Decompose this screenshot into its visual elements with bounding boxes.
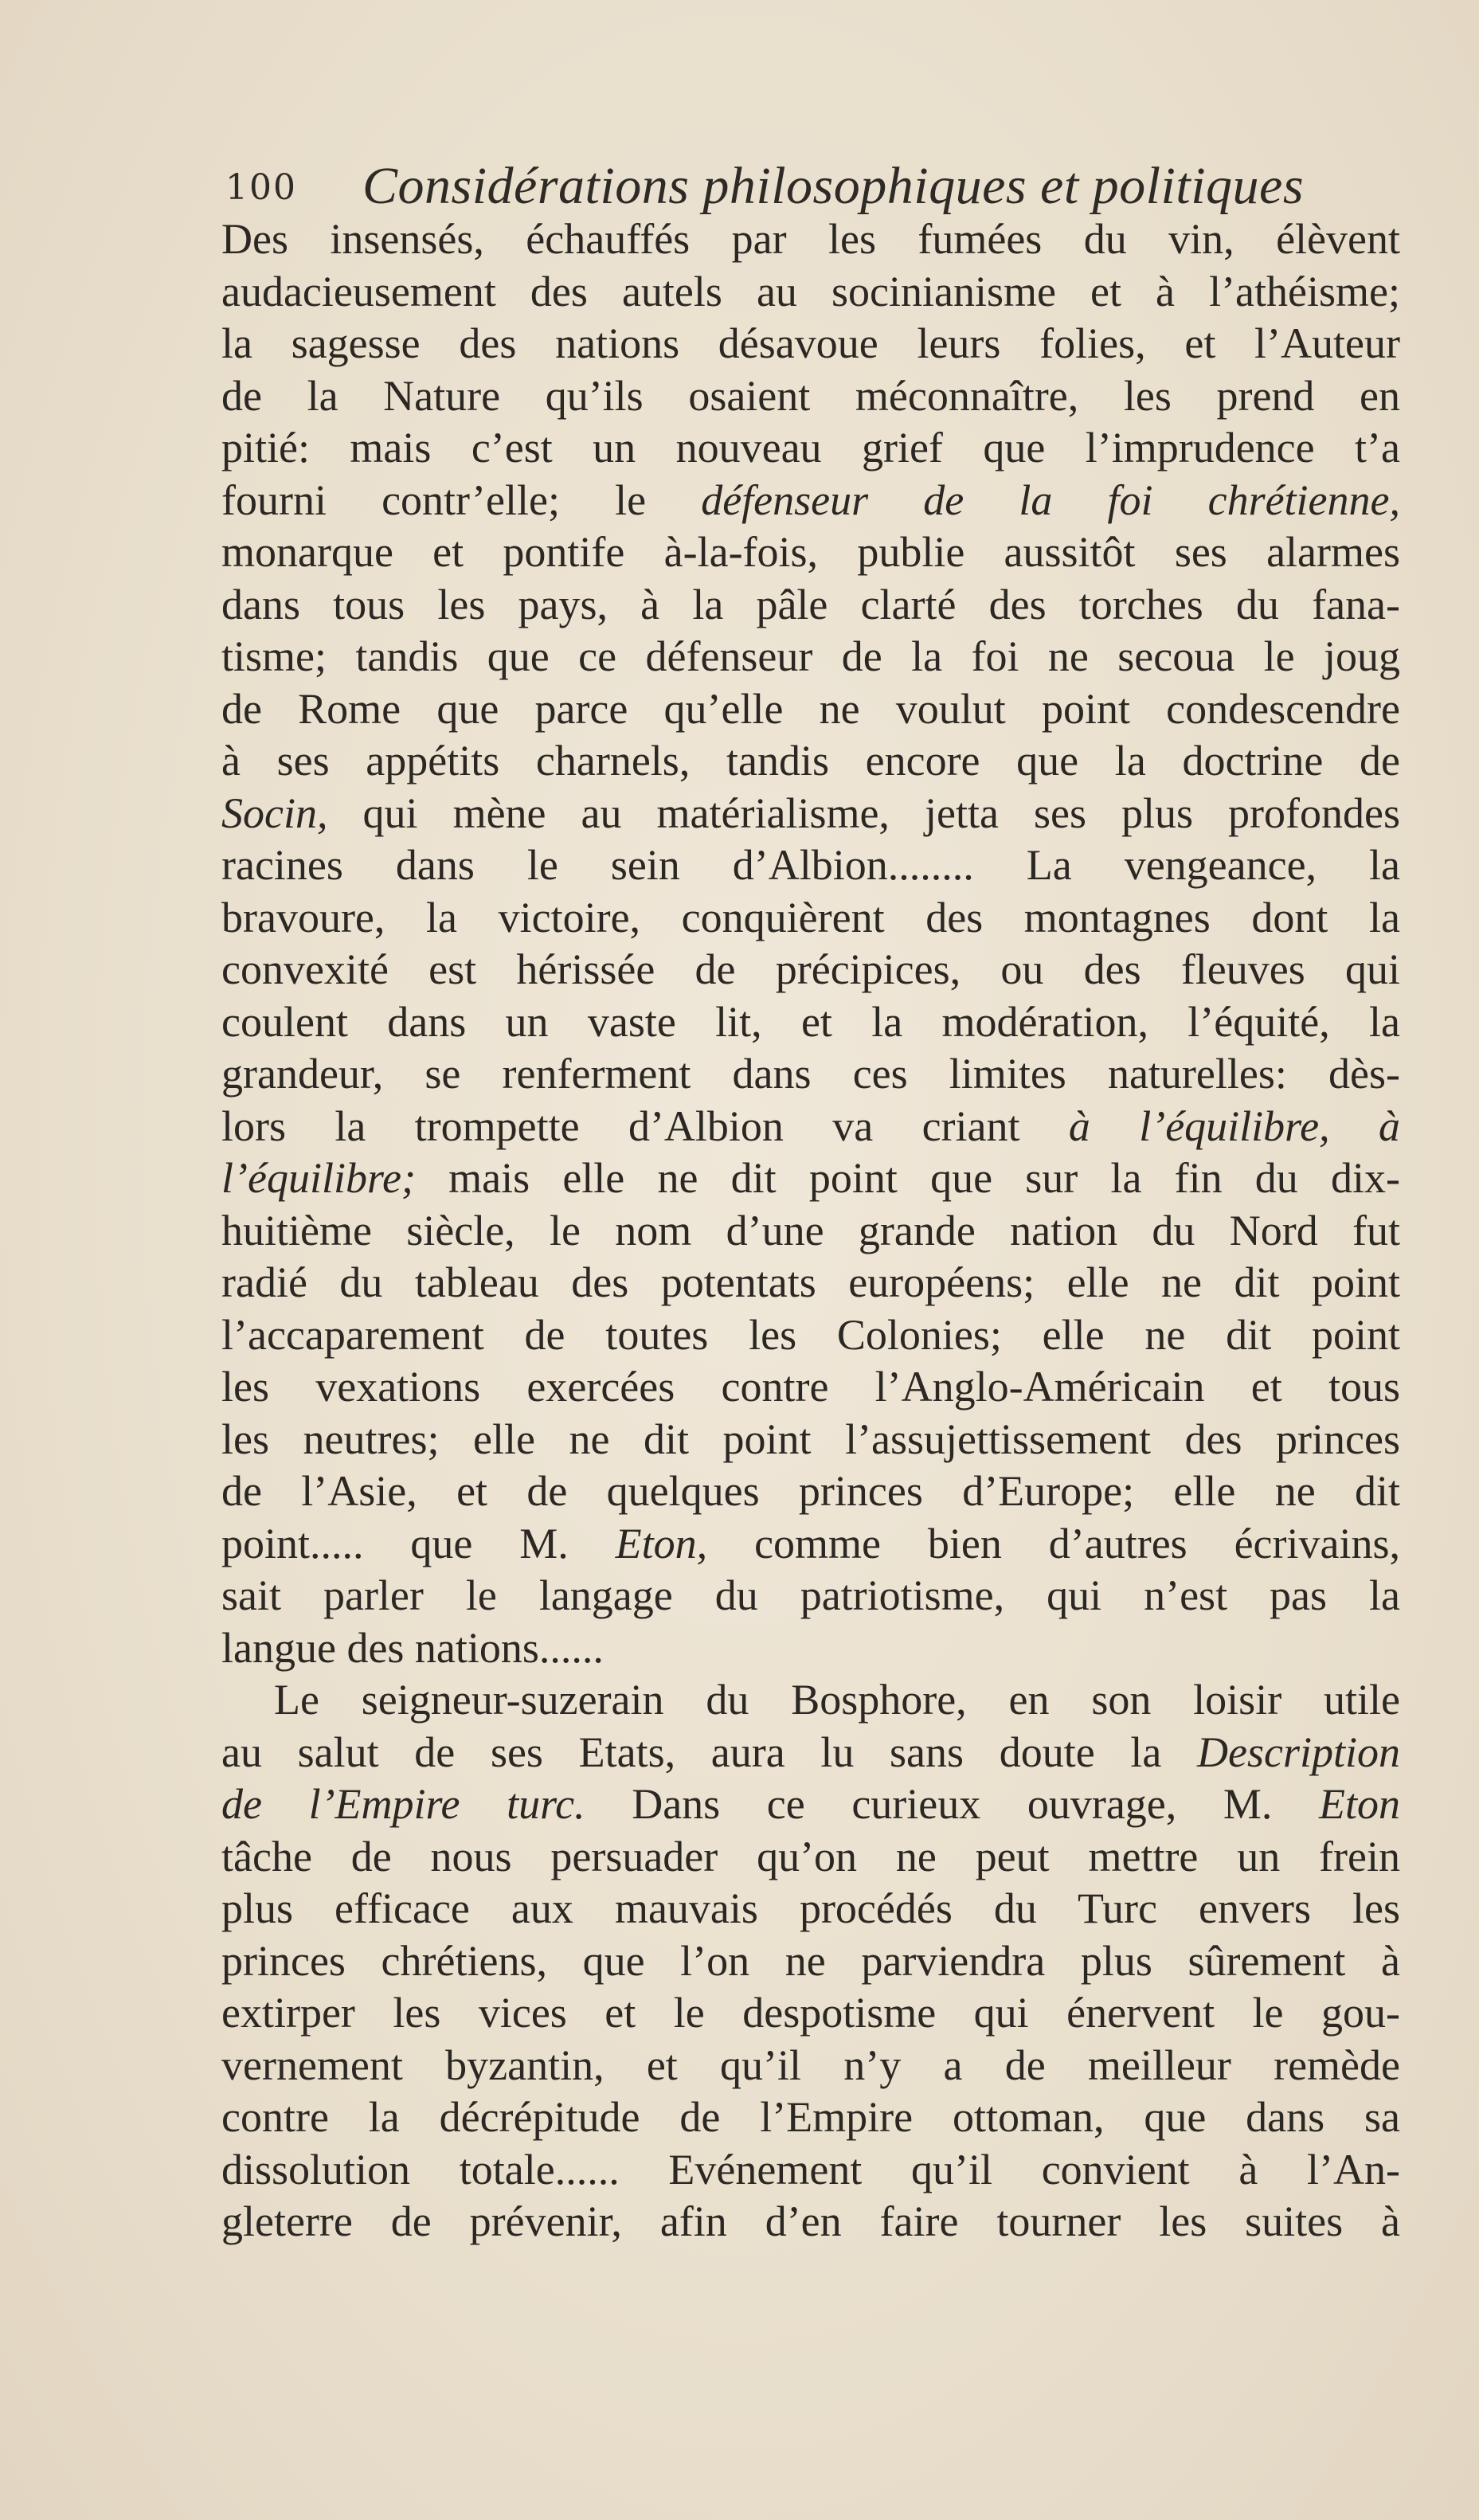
line-text: grandeur, se renferment dans ces limites naturelles: dès-	[221, 1050, 1400, 1098]
line-text: contre la décrépitude de l’Empire ottoman, que dans sa	[221, 2093, 1400, 2141]
text-line	[221, 266, 1400, 319]
line-text: gleterre de prévenir, afin d’en faire tourner les suites à	[221, 2197, 1400, 2245]
text-line	[221, 944, 1400, 996]
text-line	[221, 1518, 1400, 1571]
line-text: dans tous les pays, à la pâle clarté des torches du fana-	[221, 580, 1400, 628]
line-text: les vexations exercées contre l’Anglo-Américain et tous	[221, 1363, 1400, 1411]
text-line	[221, 1048, 1400, 1101]
text-line	[221, 475, 1400, 527]
text-line	[221, 2144, 1400, 2197]
line-text-before: lors la trompette d’Albion va criant	[221, 1102, 1069, 1150]
text-line	[221, 1465, 1400, 1518]
text-line	[221, 2040, 1400, 2092]
text-line	[221, 788, 1400, 840]
line-text: langue des nations......	[221, 1623, 604, 1672]
line-text-before: fourni contr’elle; le	[221, 475, 702, 524]
line-text: huitième siècle, le nom d’une grande nation du Nord fut	[221, 1206, 1400, 1254]
italic-phrase: Eton,	[615, 1519, 708, 1567]
text-line	[221, 1987, 1400, 2040]
text-line	[221, 1727, 1400, 1779]
line-text-after: comme bien d’autres écrivains,	[707, 1519, 1400, 1567]
line-text: extirper les vices et le despotisme qui énervent le gou-	[221, 1989, 1400, 2037]
line-text: racines dans le sein d’Albion........ La vengeance, la	[221, 841, 1400, 889]
line-text: dissolution totale...... Evénement qu’il convient à l’An-	[221, 2145, 1400, 2193]
line-text: radié du tableau des potentats européens; elle ne dit point	[221, 1258, 1400, 1306]
line-text: monarque et pontife à-la-fois, publie aussitôt ses alarmes	[221, 528, 1400, 576]
line-text: princes chrétiens, que l’on ne parviendra plus sûrement à	[221, 1936, 1400, 1985]
text-line	[221, 1361, 1400, 1414]
text-line	[221, 1257, 1400, 1309]
line-text: la sagesse des nations désavoue leurs folies, et l’Auteur	[221, 319, 1400, 367]
page-header	[225, 156, 1392, 215]
italic-phrase: à l’équilibre, à	[1068, 1102, 1400, 1150]
line-text-after: qui mène au matérialisme, jetta ses plus profondes	[327, 788, 1400, 837]
text-line	[221, 1101, 1400, 1153]
line-text: audacieusement des autels au socinianisme et à l’athéisme;	[221, 267, 1400, 315]
line-text: de Rome que parce qu’elle ne voulut point condescendre	[221, 684, 1400, 733]
text-line	[221, 1778, 1400, 1831]
text-line	[221, 1831, 1400, 1884]
line-text: l’accaparement de toutes les Colonies; elle ne dit point	[221, 1310, 1400, 1359]
line-text: tisme; tandis que ce défenseur de la foi ne secoua le joug	[221, 632, 1400, 680]
text-line	[221, 370, 1400, 423]
line-text: Des insensés, échauffés par les fumées du vin, élèvent	[221, 215, 1400, 263]
text-line	[221, 1152, 1400, 1205]
line-text-after: mais elle ne dit point que sur la fin du dix-	[415, 1154, 1400, 1202]
text-line	[221, 735, 1400, 788]
text-line	[221, 422, 1400, 475]
italic-phrase: de l’Empire turc.	[221, 1780, 585, 1828]
line-text: à ses appétits charnels, tandis encore que la doctrine de	[221, 737, 1400, 785]
line-text: de l’Asie, et de quelques princes d’Europe; elle ne dit	[221, 1467, 1400, 1515]
text-line	[221, 996, 1400, 1049]
italic-phrase: l’équilibre;	[221, 1154, 416, 1202]
text-line	[221, 579, 1400, 632]
line-text-after: Dans ce curieux ouvrage, M.	[585, 1780, 1319, 1828]
line-text: de la Nature qu’ils osaient méconnaître, les prend en	[221, 371, 1400, 420]
text-line	[221, 892, 1400, 945]
line-text: vernement byzantin, et qu’il n’y a de meilleur remède	[221, 2041, 1400, 2089]
line-text-before: point..... que M.	[221, 1519, 616, 1567]
text-line	[221, 1674, 1400, 1727]
text-line	[221, 839, 1400, 892]
text-line	[221, 1622, 1400, 1675]
text-line	[221, 2196, 1400, 2248]
line-text: plus efficace aux mauvais procédés du Turc envers les	[221, 1884, 1400, 1932]
text-line	[221, 1883, 1400, 1935]
line-text: bravoure, la victoire, conquièrent des montagnes dont la	[221, 893, 1400, 941]
line-text: pitié: mais c’est un nouveau grief que l’imprudence t’a	[221, 424, 1400, 472]
running-title: Considérations philosophiques et politiques	[362, 157, 1305, 215]
line-text: les neutres; elle ne dit point l’assujettissement des princes	[221, 1415, 1400, 1463]
text-line	[221, 1309, 1400, 1362]
line-text: Le seigneur-suzerain du Bosphore, en son loisir utile	[274, 1676, 1400, 1724]
italic-phrase: Socin,	[221, 788, 328, 837]
page-number: 100	[225, 167, 297, 208]
line-text-before: au salut de ses Etats, aura lu sans doute la	[221, 1728, 1198, 1776]
text-line	[221, 683, 1400, 736]
text-line	[221, 318, 1400, 370]
text-line	[221, 631, 1400, 683]
text-line	[221, 1414, 1400, 1466]
text-line	[221, 2092, 1400, 2144]
italic-phrase: Description	[1197, 1728, 1400, 1776]
text-line	[221, 1935, 1400, 1988]
line-text: convexité est hérissée de précipices, ou des fleuves qui	[221, 945, 1400, 993]
italic-phrase: Eton	[1319, 1780, 1400, 1828]
text-line	[221, 1570, 1400, 1622]
italic-phrase: défenseur de la foi chrétienne,	[701, 475, 1400, 524]
text-line	[221, 1205, 1400, 1258]
body-text	[221, 213, 1400, 2248]
line-text: coulent dans un vaste lit, et la modération, l’équité, la	[221, 997, 1400, 1046]
line-text: sait parler le langage du patriotisme, qui n’est pas la	[221, 1571, 1400, 1619]
text-line	[221, 526, 1400, 579]
line-text: tâche de nous persuader qu’on ne peut mettre un frein	[221, 1832, 1400, 1880]
text-line	[221, 213, 1400, 266]
